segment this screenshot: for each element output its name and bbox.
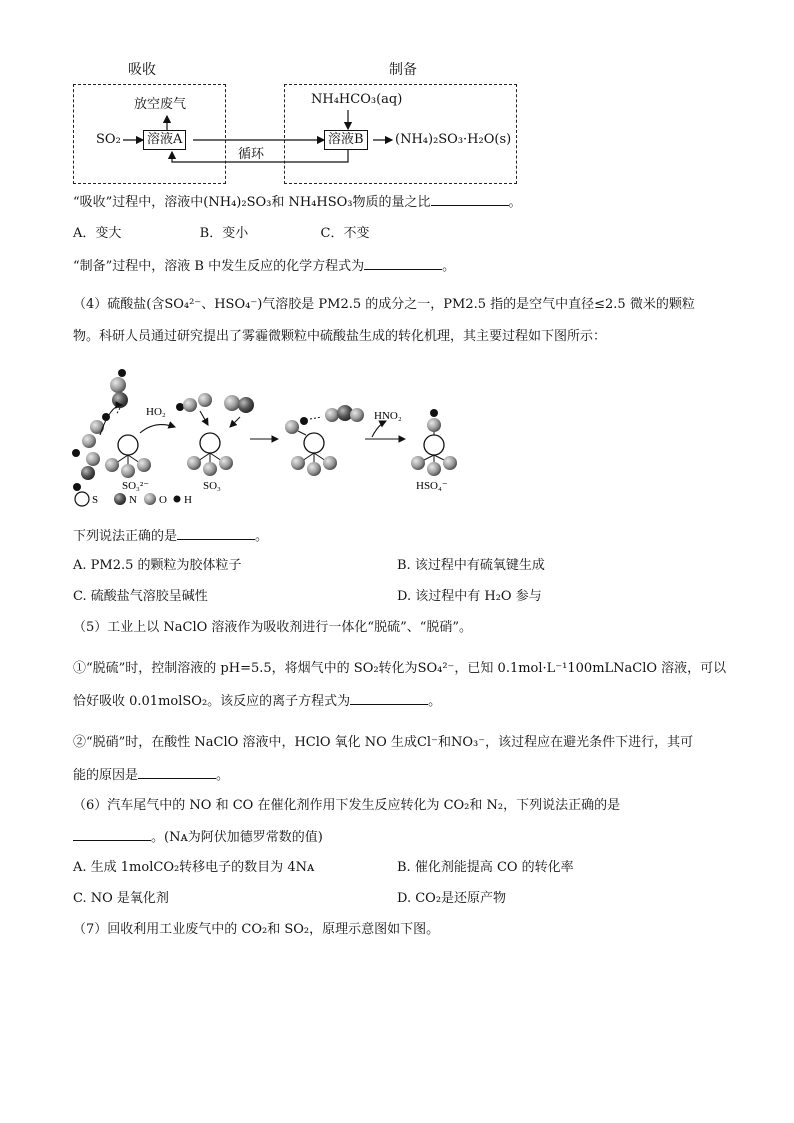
absorb-title: 吸收 xyxy=(128,62,156,78)
q6-option-d: D. CO₂是还原产物 xyxy=(397,891,507,906)
q3-option-b: B．变小 xyxy=(199,226,249,241)
ion-sulfate: SO₄²⁻ xyxy=(417,661,455,676)
q5-p1-line2: 恰好吸收 0.01molSO₂。该反应的离子方程式为 。 xyxy=(73,694,442,709)
ion-bisulfate: HSO₄⁻ xyxy=(214,297,258,312)
answer-blank[interactable] xyxy=(364,257,442,270)
legend xyxy=(75,492,192,506)
q6-line2: 。(Nᴀ为阿伏加德罗常数的值) xyxy=(73,828,323,847)
vent-label: 放空废气 xyxy=(134,97,187,112)
q5-intro: （5）工业上以 NaClO 溶液作为吸收剂进行一体化“脱硫”、“脱硝”。 xyxy=(73,620,473,635)
q6-option-a: A. 生成 1molCO₂转移电子的数目为 4Nᴀ xyxy=(73,860,315,875)
answer-blank[interactable] xyxy=(350,692,428,705)
q4-line2: 物。科研人员通过研究提出了雾霾微颗粒中硫酸盐生成的转化机理，其主要过程如下图所示： xyxy=(73,329,607,344)
q4-option-a: A. PM2.5 的颗粒为胶体粒子 xyxy=(73,558,242,573)
mechanism-figure xyxy=(60,355,480,515)
so3-2minus-label: SO₃²⁻ xyxy=(122,480,150,492)
q7-line1: （7）回收利用工业废气中的 CO₂和 SO₂，原理示意图如下图。 xyxy=(73,922,440,937)
solution-b-box: 溶液B xyxy=(324,130,368,150)
answer-blank[interactable] xyxy=(177,527,255,540)
hso4-label: HSO₄⁻ xyxy=(416,480,448,492)
answer-blank[interactable] xyxy=(138,766,216,779)
cycle-label: 循环 xyxy=(238,147,265,162)
stage2 xyxy=(187,433,233,492)
product-label: (NH₄)₂SO₃·H₂O(s) xyxy=(395,132,512,147)
so3-label: SO₃ xyxy=(203,480,221,492)
q4-option-b: B. 该过程中有硫氧键生成 xyxy=(397,558,545,573)
solution-a-box: 溶液A xyxy=(143,130,186,150)
stage4 xyxy=(411,409,457,492)
q3-line1: “吸收”过程中，溶液中(NH₄)₂SO₃和 NH₄HSO₃物质的量之比 。 xyxy=(73,195,522,210)
q3-line2: “制备”过程中，溶液 B 中发生反应的化学方程式为 。 xyxy=(73,259,456,274)
q3-option-a: A．变大 xyxy=(73,226,122,241)
q3-option-c: C．不变 xyxy=(320,226,370,241)
so2-label: SO₂ xyxy=(96,132,121,147)
q6-option-c: C. NO 是氧化剂 xyxy=(73,891,169,906)
q4-option-c: C. 硫酸盐气溶胶呈碱性 xyxy=(73,589,208,604)
ion-chloride: Cl⁻ xyxy=(416,735,438,750)
ion-nitrate: NO₃⁻ xyxy=(450,735,486,750)
q4-line1: （4）硫酸盐(含SO₄²⁻、HSO₄⁻)气溶胶是 PM2.5 的成分之一，PM2.5 指的是空气中直径≤2.5 微米的颗粒 xyxy=(73,297,695,312)
q5-p2-line1: ②“脱硝”时，在酸性 NaClO 溶液中，HClO 氧化 NO 生成Cl⁻和NO₃⁻，该过程应在避光条件下进行，其可 xyxy=(73,735,694,750)
q6-line1: （6）汽车尾气中的 NO 和 CO 在催化剂作用下发生反应转化为 CO₂和 N₂，下列说法正确的是 xyxy=(73,798,621,813)
q4-option-d: D. 该过程中有 H₂O 参与 xyxy=(397,589,542,604)
svg-text:H: H xyxy=(184,494,192,506)
svg-text:N: N xyxy=(129,494,137,506)
q6-option-b: B. 催化剂能提高 CO 的转化率 xyxy=(397,860,574,875)
prepare-title: 制备 xyxy=(389,62,417,78)
answer-blank[interactable] xyxy=(73,828,151,841)
stage3 xyxy=(285,405,364,476)
q4-question: 下列说法正确的是 。 xyxy=(73,529,269,544)
q5-p1-line1: ①“脱硫”时，控制溶液的 pH=5.5，将烟气中的 SO₂转化为SO₄²⁻，已知 0.1mol·L⁻¹100mLNaClO 溶液，可以 xyxy=(73,661,727,676)
stage1 xyxy=(72,369,151,492)
q5-p2-line2: 能的原因是 。 xyxy=(73,768,230,783)
svg-text:O: O xyxy=(159,494,167,506)
q3-options xyxy=(73,225,369,243)
ho2-label: HO₂ xyxy=(146,406,166,418)
answer-blank[interactable] xyxy=(431,193,509,206)
hno2-label: HNO₂ xyxy=(374,410,402,422)
svg-text:S: S xyxy=(92,494,99,506)
ion-sulfate: SO₄²⁻ xyxy=(164,297,202,312)
nh4hco3-label: NH₄HCO₃(aq) xyxy=(311,92,403,107)
